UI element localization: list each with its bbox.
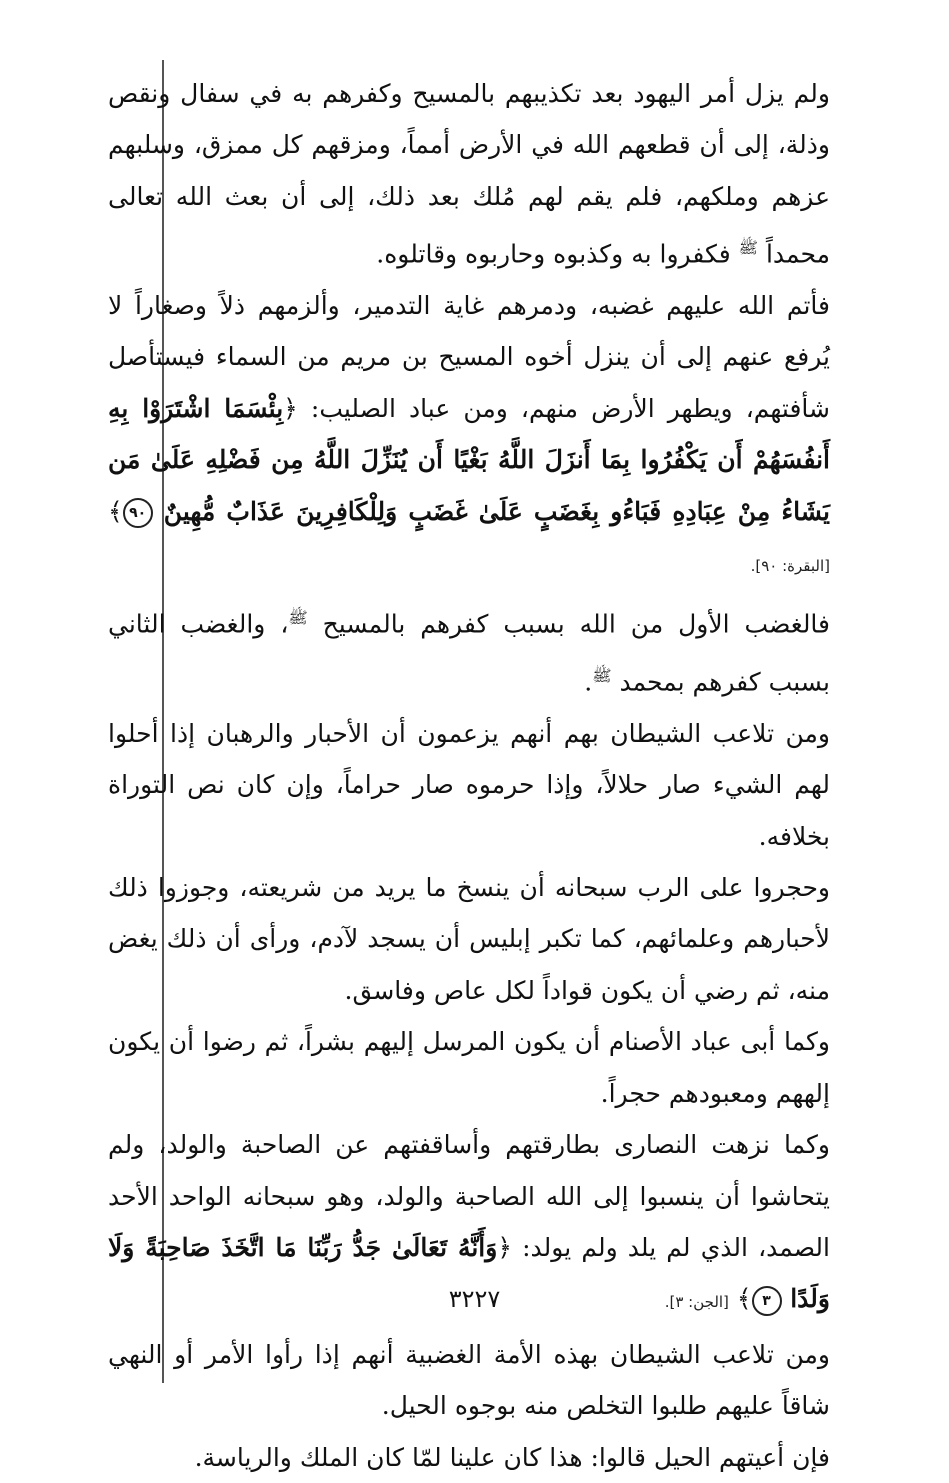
paragraph-text: وكما نزهت النصارى بطارقتهم وأساقفتهم عن الصاحبة والولد، ولم يتحاشوا أن ينسبوا إلى الله الصاحبة والولد، وهو سبحانه الواحد الأحد الصمد، الذي لم يلد ولم يولد: [108,1130,830,1262]
page-number: ٣٢٢٧ [448,1285,501,1313]
honorific-mark: ﷺ [592,666,612,686]
quran-open-bracket: ﴿ [497,1232,512,1262]
honorific-mark: ﷺ [738,238,758,258]
ayah-number: ٩٠ [123,498,153,528]
quran-open-bracket: ﴿ [283,393,298,423]
ayah-number: ٣ [752,1286,782,1316]
paragraph-text: ومن تلاعب الشيطان بهم أنهم يزعمون أن الأحبار والرهبان إذا أحلوا لهم الشيء صار حلالاً، وإذا حرموه صار حراماً، وإن كان نص التوراة بخلافه. [108,718,830,851]
paragraph-2 [108,280,830,592]
paragraph-3 [108,592,830,707]
paragraph-text: وحجروا على الرب سبحانه أن ينسخ ما يريد من شريعته، وجوزوا ذلك لأحبارهم وعلمائهم، كما تكبر إبليس أن يسجد لآدم، ورأى أن ذلك يغض منه، ثم رضي أن يكون قواداً لكل عاص وفاسق. [108,873,830,1005]
honorific-mark: ﷺ [288,608,308,628]
paragraph-text: ولم يزل أمر اليهود بعد تكذيبهم بالمسيح وكفرهم به في سفال ونقص وذلة، إلى أن قطعهم الله في الأرض أمماً، ومزقهم كل ممزق، وسلبهم عزهم وملكهم، فلم يقم لهم مُلك بعد ذلك، إلى أن بعث الله تعالى محمداً [108,79,830,269]
paragraph-text: فأتم الله عليهم غضبه، ودمرهم غاية التدمير، وألزمهم ذلاً وصغاراً لا يُرفع عنهم إلى أن ينزل أخوه المسيح بن مريم من السماء فيستأصل شأفتهم، ويطهر الأرض منهم، ومن عباد الصليب: [108,290,830,423]
paragraph-text: فالغضب الأول من الله بسبب كفرهم بالمسيح [307,609,830,639]
paragraph-text: وكما أبى عباد الأصنام أن يكون المرسل إليهم بشراً، ثم رضوا أن يكون إلههم ومعبودهم حجراً. [108,1027,830,1108]
paragraph-6 [108,1016,830,1119]
paragraph-text: فكفروا به وكذبوه وحاربوه وقاتلوه. [376,239,739,269]
paragraph-4 [108,708,830,862]
quran-text: بِئْسَمَا اشْتَرَوْا بِهِ أَنفُسَهُمْ أَن يَكْفُرُوا بِمَا أَنزَلَ اللَّهُ بَغْيًا أَن يُنَزِّلَ اللَّهُ مِن فَضْلِهِ عَلَىٰ مَن يَشَاءُ مِنْ عِبَادِهِ فَبَاءُو بِغَضَبٍ عَلَىٰ غَضَبٍ وَلِلْكَافِرِينَ عَذَابٌ مُّهِينٌ [108,393,830,526]
paragraph-text: . [584,667,593,697]
paragraph-1 [108,68,830,280]
verse-reference: [الجن: ٣]. [664,1293,729,1312]
paragraph-9 [108,1432,830,1483]
verse-reference: [البقرة: ٩٠]. [750,556,830,575]
paragraph-text: فإن أعيتهم الحيل قالوا: هذا كان علينا لمّا كان الملك والرياسة. [194,1442,830,1472]
paragraph-text: ومن تلاعب الشيطان بهذه الأمة الغضبية أنهم إذا رأوا الأمر أو النهي شاقاً عليهم طلبوا التخلص منه بوجوه الحيل. [108,1339,830,1421]
quran-text: وَأَنَّهُ تَعَالَىٰ جَدُّ رَبِّنَا مَا اتَّخَذَ صَاحِبَةً وَلَا وَلَدًا [108,1232,830,1314]
body-text [108,68,830,1483]
quran-close-bracket: ﴾ [736,1284,752,1314]
paragraph-5 [108,862,830,1016]
paragraph-8 [108,1329,830,1432]
quran-close-bracket: ﴾ [108,496,123,526]
paragraph-text: ، والغضب الثاني بسبب كفرهم بمحمد [108,609,830,697]
